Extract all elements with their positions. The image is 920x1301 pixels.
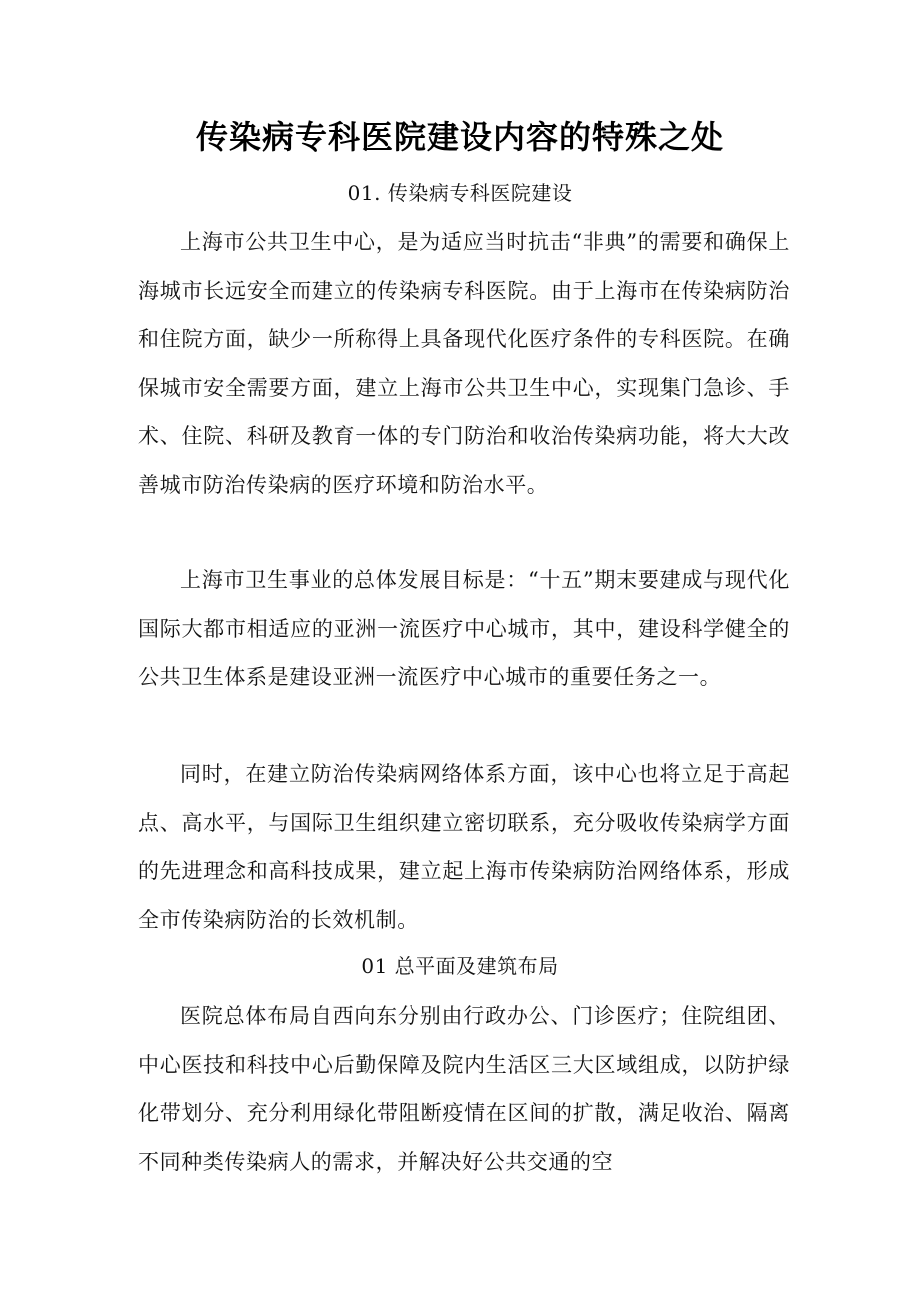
paragraph-development-goal: 上海市卫生事业的总体发展目标是：“十五”期末要建成与现代化国际大都市相适应的亚洲一流医疗中心城市，其中，建设科学健全的公共卫生体系是建设亚洲一流医疗中心城市的重要任务之一。 xyxy=(138,568,790,690)
section-heading-site-layout: 01 总平面及建筑布局 xyxy=(361,954,559,978)
paragraph-public-health-center: 上海市公共卫生中心，是为适应当时抗击“非典”的需要和确保上海城市长远安全而建立的传染病专科医院。由于上海市在传染病防治和住院方面，缺少一所称得上具备现代化医疗条件的专科医院。在确保城市安全需要方面，建立上海市公共卫生中心，实现集门急诊、手术、住院、科研及教育一体的专门防治和收治传染病功能，将大大改善城市防治传染病的医疗环境和防治水平。 xyxy=(138,230,790,497)
document-title: 传染病专科医院建设内容的特殊之处 xyxy=(195,118,724,156)
section-heading-hospital-construction: 01. 传染病专科医院建设 xyxy=(347,181,573,205)
paragraph-prevention-network: 同时，在建立防治传染病网络体系方面，该中心也将立足于高起点、高水平，与国际卫生组织建立密切联系，充分吸收传染病学方面的先进理念和高科技成果，建立起上海市传染病防治网络体系，形成全市传染病防治的长效机制。 xyxy=(138,762,790,932)
paragraph-site-layout: 医院总体布局自西向东分别由行政办公、门诊医疗；住院组团、中心医技和科技中心后勤保障及院内生活区三大区域组成，以防护绿化带划分、充分利用绿化带阻断疫情在区间的扩散，满足收治、隔离不同种类传染病人的需求，并解决好公共交通的空 xyxy=(138,1004,790,1174)
